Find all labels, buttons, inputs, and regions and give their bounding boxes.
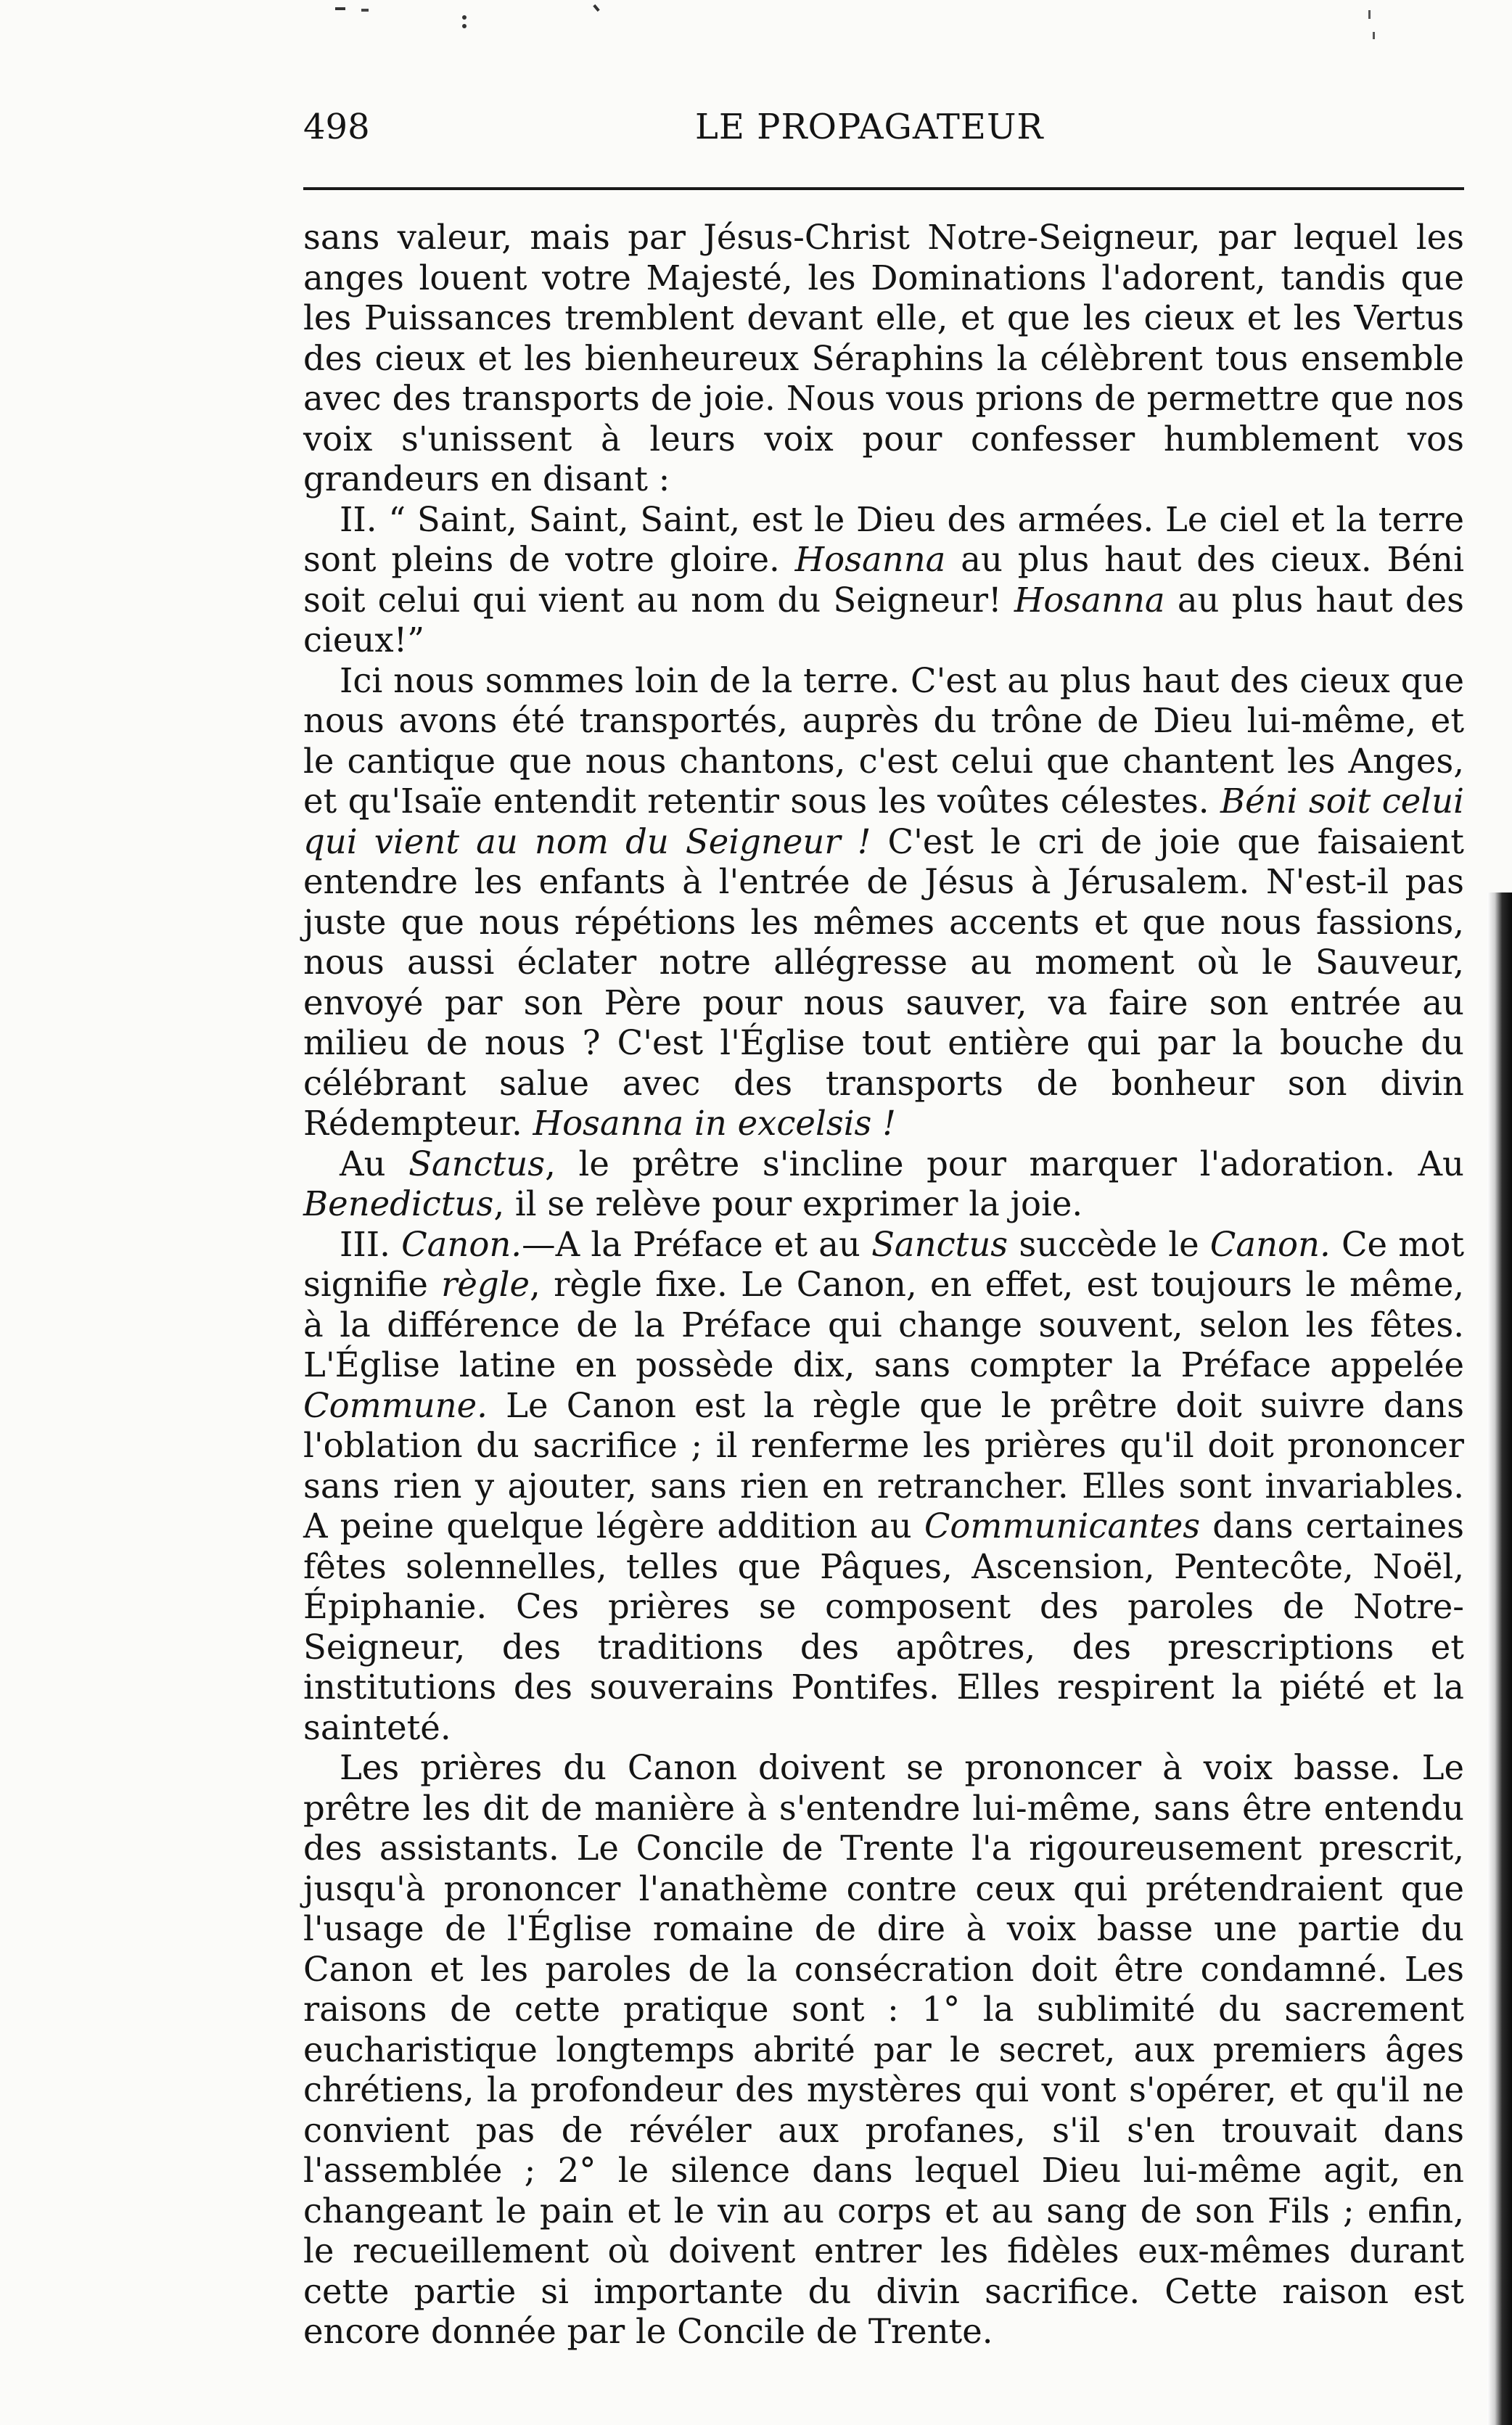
text-run: sans valeur, mais par Jésus-Christ Notre-Seigneur, par lequel les anges louent votre Majesté, les Dominations l'adorent, tandis que les Puissances tremblent devant elle, et que les cieux et les Vertus des cieux et les bienheureux Séraphins la célèbrent tous ensemble avec des transports de joie. Nous vous prions de permettre que nos voix s'unissent à leurs voix pour confesser humblement vos grandeurs en disant : xyxy=(303,218,1464,498)
text-run: III. xyxy=(340,1224,402,1264)
italic-text: Canon. xyxy=(401,1224,522,1264)
italic-text: Benedictus xyxy=(303,1184,494,1223)
italic-text: Hosanna xyxy=(1014,580,1165,620)
text-run: , il se relève pour exprimer la joie. xyxy=(493,1184,1083,1223)
italic-text: règle xyxy=(441,1265,530,1304)
italic-text: Commune. xyxy=(303,1385,488,1425)
text-run: , règle fixe. Le Canon, en effet, est toujours le même, à la différence de la Préface qui change souvent, selon les fêtes. L'Église latine en possède dix, sans compter la Préface appelée xyxy=(303,1265,1464,1384)
italic-text: Hosanna xyxy=(794,540,946,579)
text-run: Ici nous sommes loin de la terre. C'est au plus haut des cieux que nous avons été transportés, auprès du trône de Dieu lui-même, et le cantique que nous chantons, c'est celui que chantent les Anges, et qu'Isaïe entendit retentir sous les voûtes célestes. xyxy=(303,660,1464,821)
paragraph xyxy=(303,1225,1464,1749)
italic-text: Communicantes xyxy=(924,1506,1201,1546)
paragraph xyxy=(303,218,1464,500)
text-run: Les prières du Canon doivent se prononcer à voix basse. Le prêtre les dit de manière à s'entendre lui-même, sans être entendu des assistants. Le Concile de Trente l'a rigoureusement prescrit, jusqu'à prononcer l'anathème contre ceux qui prétendraient que l'usage de l'Église romaine de dire à voix basse une partie du Canon et les paroles de la consécration doit être condamné. Les raisons de cette pratique sont : 1° la sublimité du sacrement eucharistique longtemps abrité par le secret, aux premiers âges chrétiens, la profondeur des mystères qui vont s'opérer, et qu'il ne convient pas de révéler aux profanes, s'il s'en trouvait dans l'assemblée ; 2° le silence dans lequel Dieu lui-même agit, en changeant le pain et le vin au corps et au sang de son Fils ; enfin, le recueillement où doivent entrer les fidèles eux-mêmes durant cette partie si importante du divin sacrifice. Cette raison est encore donnée par le Concile de Trente. xyxy=(303,1748,1464,2351)
body-text xyxy=(303,218,1464,2352)
paragraph xyxy=(303,661,1464,1144)
italic-text: Hosanna in excelsis ! xyxy=(533,1104,896,1143)
scan-specks xyxy=(0,0,1512,58)
text-run: dans certaines fêtes solennelles, telles que Pâques, Ascension, Pentecôte, Noël, Épiphanie. Ces prières se composent des paroles de Notre-Seigneur, des traditions des apôtres, des prescriptions et institutions des souverains Pontifes. Elles respirent la piété et la sainteté. xyxy=(303,1506,1465,1747)
running-title: LE PROPAGATEUR xyxy=(695,107,1044,147)
text-run: , le prêtre s'incline pour marquer l'adoration. Au xyxy=(545,1144,1464,1183)
italic-text: Béni soit celui qui vient au nom du Seigneur ! xyxy=(303,781,1465,861)
text-run: Ce mot signifie xyxy=(303,1224,1465,1304)
italic-text: Canon. xyxy=(1209,1224,1331,1264)
page-header xyxy=(303,102,1464,152)
text-run: Le Canon est la règle que le prêtre doit suivre dans l'oblation du sacrifice ; il renferme les prières qu'il doit prononcer sans rien y ajouter, sans rien en retrancher. Elles sont invariables. A peine quelque légère addition au xyxy=(303,1385,1464,1546)
paragraph xyxy=(303,1144,1464,1225)
text-run: —A la Préface et au xyxy=(522,1224,872,1264)
text-run: au plus haut des cieux!” xyxy=(303,580,1464,660)
text-run: succède le xyxy=(1008,1224,1210,1264)
text-run: au plus haut des cieux. Béni soit celui qui vient au nom du Seigneur! xyxy=(303,540,1464,620)
header-rule xyxy=(303,187,1464,190)
text-run: II. “ Saint, Saint, Saint, est le Dieu des armées. Le ciel et la terre sont pleins de votre gloire. xyxy=(303,499,1464,579)
text-run: Au xyxy=(340,1144,409,1183)
text-run: C'est le cri de joie que faisaient entendre les enfants à l'entrée de Jésus à Jérusalem. N'est-il pas juste que nous répétions les mêmes accents et que nous fassions, nous aussi éclater notre allégresse au moment où le Sauveur, envoyé par son Père pour nous sauver, va faire son entrée au milieu de nous ? C'est l'Église tout entière qui par la bouche du célébrant salue avec des transports de bonheur son divin Rédempteur. xyxy=(303,821,1464,1143)
paragraph xyxy=(303,500,1464,661)
binding-shadow xyxy=(1487,893,1512,2425)
italic-text: Sanctus xyxy=(871,1224,1008,1264)
italic-text: Sanctus xyxy=(408,1144,546,1183)
paragraph xyxy=(303,1748,1464,2352)
page-number: 498 xyxy=(303,107,370,147)
